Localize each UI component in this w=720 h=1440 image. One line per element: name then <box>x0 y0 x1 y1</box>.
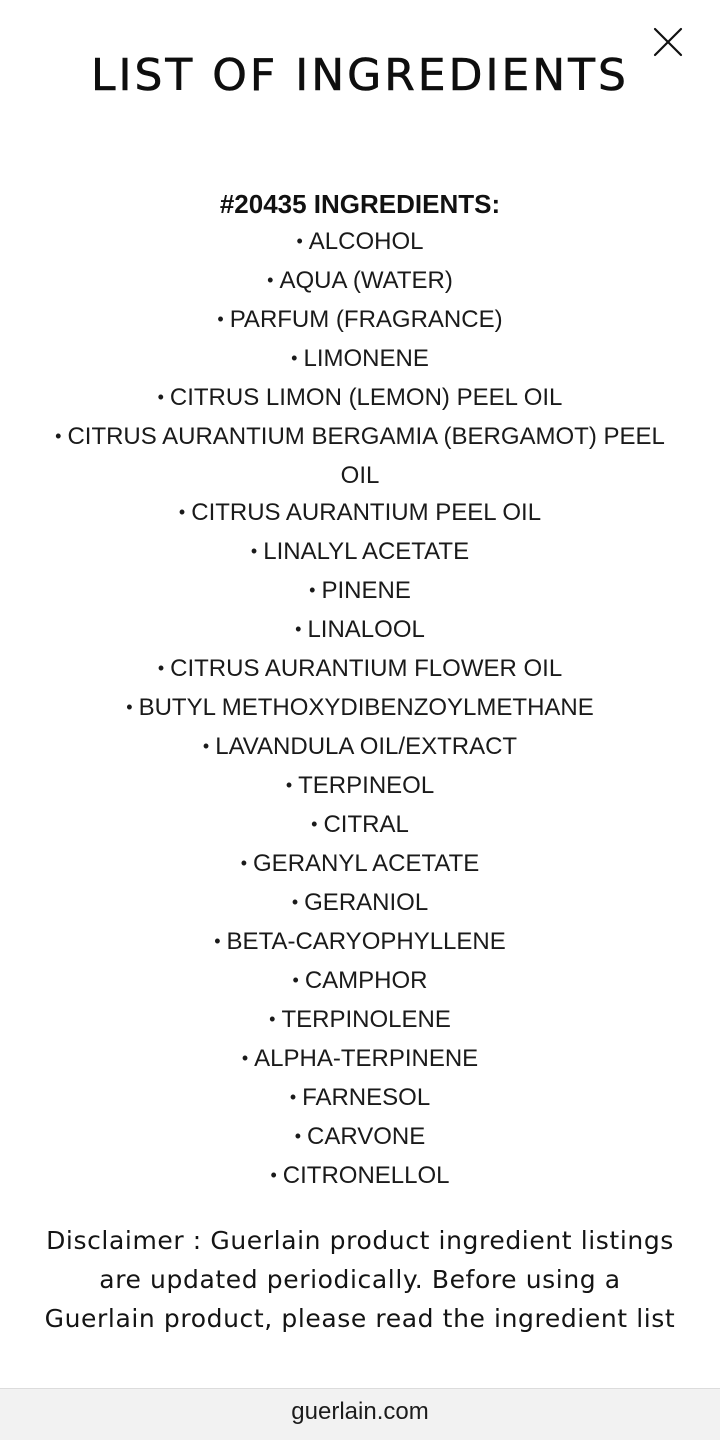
page-title: LIST OF INGREDIENTS <box>91 50 629 101</box>
ingredients-heading: #20435 INGREDIENTS: <box>219 189 501 219</box>
ingredient-item: • GERANIOL <box>40 884 680 923</box>
ingredient-item: • LAVANDULA OIL/EXTRACT <box>40 728 680 767</box>
ingredient-item: • GERANYL ACETATE <box>40 845 680 884</box>
ingredient-item: • ALPHA-TERPINENE <box>40 1040 680 1079</box>
ingredient-item: • CITRUS LIMON (LEMON) PEEL OIL <box>40 379 680 418</box>
ingredient-item: • BETA-CARYOPHYLLENE <box>40 923 680 962</box>
browser-url-bar[interactable] <box>0 1388 720 1440</box>
ingredient-item: • ALCOHOL <box>40 223 680 262</box>
ingredient-item: • PARFUM (FRAGRANCE) <box>40 301 680 340</box>
ingredient-item: • PINENE <box>40 572 680 611</box>
ingredient-item: • CITRUS AURANTIUM FLOWER OIL <box>40 650 680 689</box>
ingredient-item: • TERPINOLENE <box>40 1001 680 1040</box>
ingredient-item: • LINALOOL <box>40 611 680 650</box>
ingredient-item: • TERPINEOL <box>40 767 680 806</box>
ingredient-item: • BUTYL METHOXYDIBENZOYLMETHANE <box>40 689 680 728</box>
ingredients-list <box>40 223 680 1196</box>
ingredient-item: • LIMONENE <box>40 340 680 379</box>
ingredient-item: • LINALYL ACETATE <box>40 533 680 572</box>
ingredient-item: • CAMPHOR <box>40 962 680 1001</box>
ingredient-item: • CITRAL <box>40 806 680 845</box>
ingredient-item: • CARVONE <box>40 1118 680 1157</box>
disclaimer-text: Disclaimer : Guerlain product ingredient listings are updated periodically. Before using a Guerlain product, please read the ingredient list <box>44 1226 676 1333</box>
ingredient-item: • AQUA (WATER) <box>40 262 680 301</box>
ingredient-item: • CITRUS AURANTIUM PEEL OIL <box>40 494 680 533</box>
ingredient-item: • CITRONELLOL <box>40 1157 680 1196</box>
ingredient-item: • FARNESOL <box>40 1079 680 1118</box>
ingredient-item: • CITRUS AURANTIUM BERGAMIA (BERGAMOT) PEEL OIL <box>40 418 680 494</box>
ingredients-section <box>40 186 680 1196</box>
url-text: guerlain.com <box>291 1398 429 1425</box>
